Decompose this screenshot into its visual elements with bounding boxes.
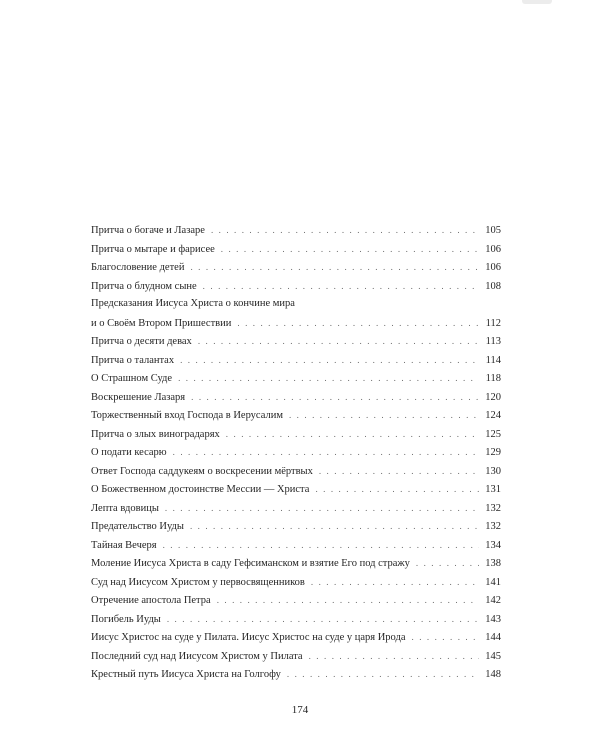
toc-entry-title: Крестный путь Иисуса Христа на Голгофу [91,669,281,680]
toc-entry [91,647,501,666]
toc-entry [91,480,501,499]
toc-dot-leader [309,647,479,666]
toc-entry-title: Благословение детей [91,262,185,273]
toc-entry [91,443,501,462]
toc-entry [91,314,501,333]
toc-dot-leader [319,462,479,481]
toc-entry-page: 130 [485,465,501,477]
toc-entry-page: 124 [485,410,501,421]
toc-entry [91,425,501,444]
toc-entry-title: Лепта вдовицы [91,502,159,514]
toc-dot-leader [203,277,479,296]
toc-entry-page: 148 [485,669,501,680]
toc-entry-title: Предательство Иуды [91,521,184,532]
page-corner-mark [522,0,552,4]
toc-entry [91,628,501,647]
toc-entry [91,240,501,259]
toc-dot-leader [289,406,479,425]
toc-entry [91,554,501,573]
toc-entry [91,295,501,314]
toc-entry-title: Погибель Иуды [91,613,161,625]
toc-dot-leader [211,221,479,240]
toc-entry-page: 120 [485,391,501,403]
toc-dot-leader [226,425,479,444]
toc-entry [91,665,501,684]
toc-entry-title: Отречение апостола Петра [91,595,211,606]
toc-entry [91,406,501,425]
toc-entry-page: 105 [485,225,501,236]
toc-entry-page: 113 [485,336,501,347]
toc-entry-page: 144 [485,632,501,643]
toc-dot-leader [311,573,479,592]
toc-entry-page: 106 [485,262,501,273]
toc-entry [91,610,501,629]
toc-dot-leader [173,443,479,462]
toc-entry [91,369,501,388]
toc-entry-page: 132 [485,502,501,514]
toc-dot-leader [165,499,479,518]
toc-entry-title: и о Своём Втором Пришествии [91,317,232,329]
toc-dot-leader [412,628,480,647]
toc-entry-title: Тайная Вечеря [91,539,157,551]
toc-entry-title: Предсказания Иисуса Христа о кончине мира [91,298,295,309]
toc-entry-page: 134 [485,539,501,551]
page-number: 174 [291,704,309,716]
toc-entry [91,517,501,536]
toc-entry-page: 118 [485,373,501,384]
toc-entry-title: Притча о десяти девах [91,336,192,347]
toc-entry-title: Притча о злых виноградарях [91,428,220,440]
toc-entry-page: 108 [485,280,501,292]
toc-entry-page: 132 [485,521,501,532]
toc-entry-title: О подати кесарю [91,447,167,458]
toc-entry-title: Притча о талантах [91,354,175,366]
toc-dot-leader [237,314,479,333]
toc-entry-page: 145 [485,650,501,662]
toc-entry-title: Притча о богаче и Лазаре [91,225,205,236]
toc-entry-title: Воскрешение Лазаря [91,391,186,403]
toc-entry-page: 142 [485,595,501,606]
toc-entry [91,573,501,592]
toc-entry-title: О Страшном Суде [91,373,173,384]
toc-entry [91,499,501,518]
toc-dot-leader [167,610,479,629]
toc-entry-title: Ответ Господа саддукеям о воскресении мёртвых [91,465,313,477]
toc-entry-title: Моление Иисуса Христа в саду Гефсиманском и взятие Его под стражу [91,558,410,569]
toc-dot-leader [180,351,479,370]
toc-entry [91,332,501,351]
toc-entry [91,536,501,555]
toc-entry [91,277,501,296]
toc-entry [91,388,501,407]
toc-entry-page: 125 [485,428,501,440]
toc-dot-leader [163,536,479,555]
toc-entry-page: 141 [485,576,501,588]
toc-entry-title: Последний суд над Иисусом Христом у Пилата [91,650,303,662]
toc-entry-title: Торжественный вход Господа в Иерусалим [91,410,283,421]
toc-dot-leader [190,258,479,277]
toc-entry-page: 112 [485,317,501,329]
toc-entry-page: 138 [485,558,501,569]
toc-dot-leader [190,517,479,536]
toc-dot-leader [315,480,479,499]
toc-entry-title: Суд над Иисусом Христом у первосвященников [91,576,305,588]
toc-entry [91,351,501,370]
toc-dot-leader [198,332,479,351]
table-of-contents [91,221,501,684]
toc-dot-leader [191,388,479,407]
toc-dot-leader [221,240,479,259]
toc-entry-title: Иисус Христос на суде у Пилата. Иисус Христос на суде у царя Ирода [91,632,406,643]
toc-dot-leader [178,369,479,388]
toc-entry [91,258,501,277]
toc-entry [91,462,501,481]
toc-entry [91,221,501,240]
toc-entry [91,591,501,610]
toc-entry-page: 114 [485,354,501,366]
toc-entry-title: Притча о мытаре и фарисее [91,243,215,255]
toc-dot-leader [287,665,479,684]
toc-entry-page: 143 [485,613,501,625]
toc-entry-page: 129 [485,447,501,458]
toc-entry-page: 106 [485,243,501,255]
toc-entry-title: Притча о блудном сыне [91,280,197,292]
toc-entry-title: О Божественном достоинстве Мессии — Христа [91,484,310,495]
toc-entry-page: 131 [485,484,501,495]
toc-dot-leader [416,554,479,573]
toc-dot-leader [217,591,479,610]
